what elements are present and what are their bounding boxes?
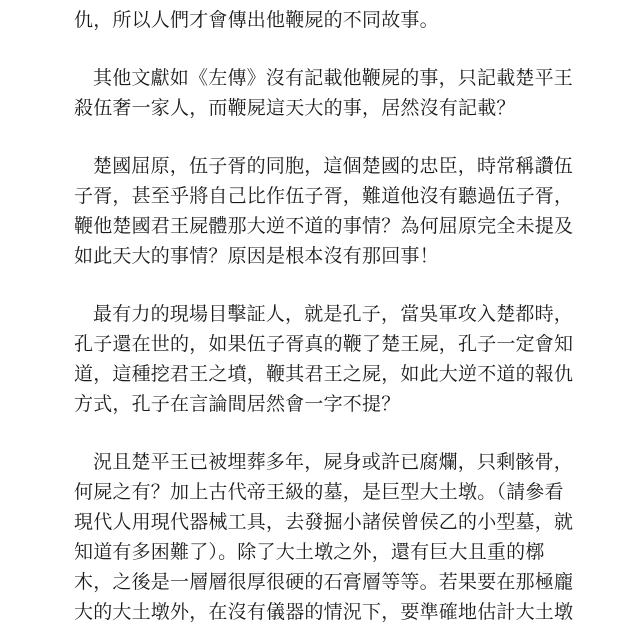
paragraph-5	[74, 447, 574, 627]
paragraph-2	[74, 63, 574, 123]
text-line: 如此天大的事情？原因是根本沒有那回事！	[74, 245, 439, 267]
text-line: 殺伍奢一家人，而鞭屍這天大的事，居然沒有記載？	[74, 97, 516, 119]
text-line: 何屍之有？加上古代帝王級的墓，是巨型大土墩。（請參看	[74, 481, 564, 503]
paragraph-3	[74, 151, 574, 271]
text-line: 孔子還在世的，如果伍子胥真的鞭了楚王屍，孔子一定會知	[74, 333, 574, 355]
text-line: 況且楚平王已被埋葬多年，屍身或許已腐爛，只剩骸骨，	[93, 451, 574, 473]
text-line: 子胥，甚至乎將自己比作伍子胥，難道他沒有聽過伍子胥，	[74, 185, 574, 207]
paragraph-4	[74, 299, 574, 419]
text-line: 方式，孔子在言論間居然會一字不提？	[74, 393, 401, 415]
paragraph-1	[74, 5, 574, 35]
text-line: 仇，所以人們才會傳出他鞭屍的不同故事。	[74, 9, 439, 31]
text-line: 木，之後是一層層很厚很硬的石膏層等等。若果要在那極龐	[74, 571, 574, 593]
text-line: 現代人用現代器械工具，去發掘小諸侯曾侯乙的小型墓，就	[74, 511, 574, 533]
text-body	[74, 0, 574, 627]
text-line: 楚國屈原，伍子胥的同胞，這個楚國的忠臣，時常稱讚伍	[93, 155, 574, 177]
text-line: 最有力的現場目擊証人，就是孔子，當吳軍攻入楚都時，	[93, 303, 574, 325]
text-line: 鞭他楚國君王屍體那大逆不道的事情？為何屈原完全未提及	[74, 215, 574, 237]
text-line: 知道有多困難了）。除了大土墩之外，還有巨大且重的槨	[74, 541, 545, 563]
text-line: 道，這種挖君王之墳，鞭其君王之屍，如此大逆不道的報仇	[74, 363, 574, 385]
text-line: 其他文獻如《左傳》沒有記載他鞭屍的事，只記載楚平王	[93, 67, 574, 89]
text-line: 大的大土墩外，在沒有儀器的情況下，要準確地估計大土墩	[74, 601, 574, 623]
